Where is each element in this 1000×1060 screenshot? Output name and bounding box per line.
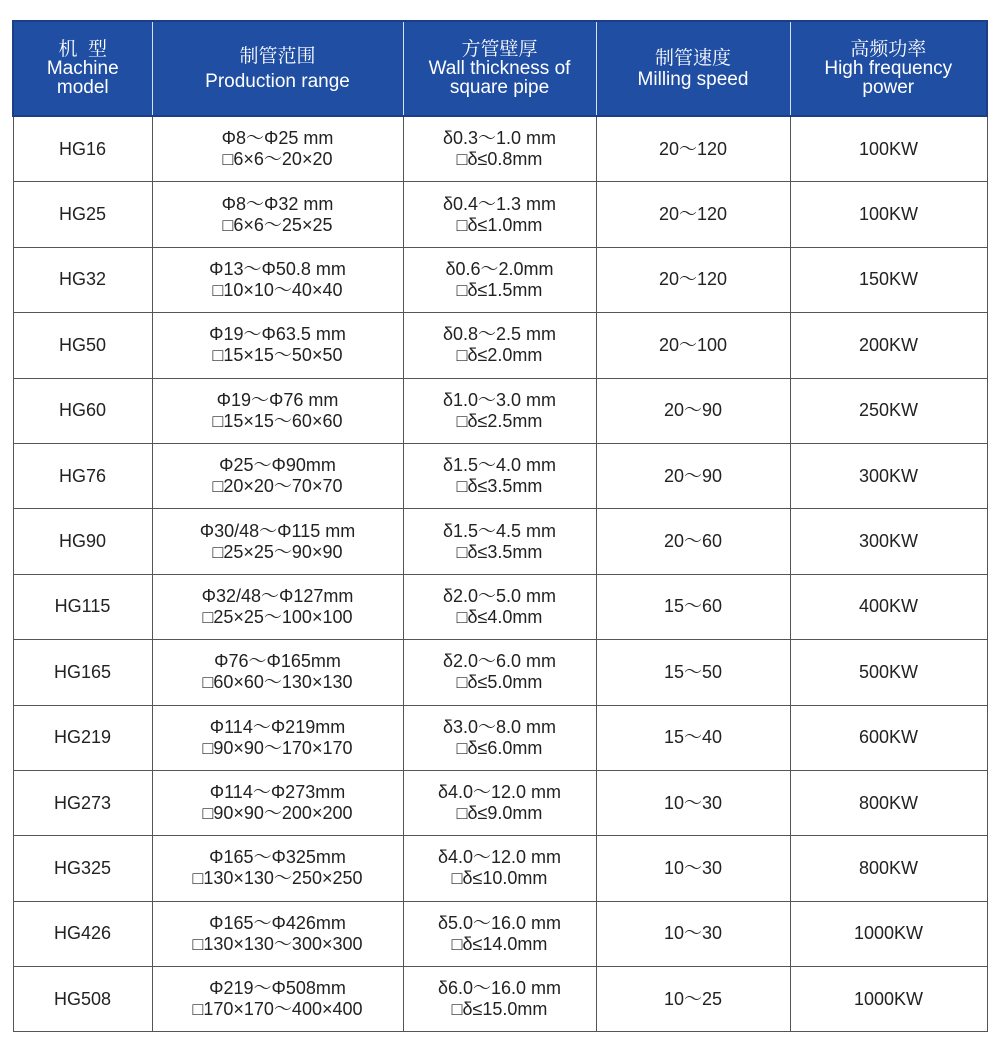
round-wall-thickness: δ2.0～5.0 mm xyxy=(442,585,557,606)
wall-thickness-cell xyxy=(403,313,596,378)
hf-power-cell: 600KW xyxy=(790,705,987,770)
round-range: Φ19～Φ63.5 mm xyxy=(209,324,346,345)
header-row xyxy=(13,21,987,116)
table-row xyxy=(13,770,987,835)
wall-thickness-cell xyxy=(403,705,596,770)
hf-power-cell: 800KW xyxy=(790,770,987,835)
table-body xyxy=(13,116,987,1032)
milling-speed-cell: 10～30 xyxy=(596,836,790,901)
header-wall-en: Wall thickness of square pipe xyxy=(428,58,571,98)
square-wall-thickness: □δ≤1.5mm xyxy=(456,279,543,300)
milling-speed-cell: 15～40 xyxy=(596,705,790,770)
table-row xyxy=(13,378,987,443)
wall-thickness-cell xyxy=(403,574,596,639)
square-wall-thickness: □δ≤15.0mm xyxy=(451,999,548,1020)
round-range: Φ25～Φ90mm xyxy=(219,455,336,476)
wall-thickness-cell xyxy=(403,901,596,966)
hf-power-cell: 300KW xyxy=(790,509,987,574)
wall-thickness-cell xyxy=(403,378,596,443)
header-range-en: Production range xyxy=(205,70,350,92)
round-range: Φ114～Φ219mm xyxy=(209,716,346,737)
round-range: Φ165～Φ426mm xyxy=(209,912,346,933)
milling-speed-cell: 20～120 xyxy=(596,247,790,312)
hf-power-cell: 100KW xyxy=(790,116,987,182)
header-power-en: High frequency power xyxy=(824,58,953,98)
round-wall-thickness: δ0.6～2.0mm xyxy=(445,258,554,279)
table-row xyxy=(13,836,987,901)
header-model xyxy=(13,21,152,116)
square-wall-thickness: □δ≤3.5mm xyxy=(456,541,543,562)
square-wall-thickness: □δ≤2.5mm xyxy=(456,410,543,431)
hf-power-cell: 150KW xyxy=(790,247,987,312)
square-range: □130×130～300×300 xyxy=(192,933,363,954)
model-cell: HG25 xyxy=(13,182,152,247)
square-range: □25×25～100×100 xyxy=(202,606,353,627)
hf-power-cell: 500KW xyxy=(790,640,987,705)
table-header xyxy=(13,21,987,116)
hf-power-cell: 1000KW xyxy=(790,967,987,1032)
square-range: □170×170～400×400 xyxy=(192,999,363,1020)
square-range: □60×60～130×130 xyxy=(202,672,353,693)
wall-thickness-cell xyxy=(403,967,596,1032)
spec-table-container xyxy=(12,20,986,1032)
model-cell: HG273 xyxy=(13,770,152,835)
round-range: Φ30/48～Φ115 mm xyxy=(199,520,356,541)
round-range: Φ8～Φ32 mm xyxy=(221,193,334,214)
header-speed-zh: 制管速度 xyxy=(654,47,731,69)
round-wall-thickness: δ4.0～12.0 mm xyxy=(437,847,562,868)
hf-power-cell: 300KW xyxy=(790,443,987,508)
milling-speed-cell: 20～100 xyxy=(596,313,790,378)
table-row xyxy=(13,247,987,312)
round-wall-thickness: δ0.8～2.5 mm xyxy=(442,324,557,345)
milling-speed-cell: 10～30 xyxy=(596,901,790,966)
table-row xyxy=(13,901,987,966)
square-wall-thickness: □δ≤5.0mm xyxy=(456,672,543,693)
model-cell: HG115 xyxy=(13,574,152,639)
model-cell: HG219 xyxy=(13,705,152,770)
production-range-cell xyxy=(152,378,403,443)
table-row xyxy=(13,705,987,770)
hf-power-cell: 800KW xyxy=(790,836,987,901)
model-cell: HG426 xyxy=(13,901,152,966)
model-cell: HG508 xyxy=(13,967,152,1032)
wall-thickness-cell xyxy=(403,770,596,835)
milling-speed-cell: 10～30 xyxy=(596,770,790,835)
wall-thickness-cell xyxy=(403,182,596,247)
round-wall-thickness: δ1.0～3.0 mm xyxy=(442,389,557,410)
milling-speed-cell: 20～90 xyxy=(596,443,790,508)
round-range: Φ76～Φ165mm xyxy=(214,651,341,672)
wall-thickness-cell xyxy=(403,640,596,705)
round-range: Φ114～Φ273mm xyxy=(209,782,346,803)
square-range: □6×6～25×25 xyxy=(222,214,333,235)
wall-thickness-cell xyxy=(403,443,596,508)
wall-thickness-cell xyxy=(403,247,596,312)
spec-table xyxy=(12,20,988,1032)
model-cell: HG16 xyxy=(13,116,152,182)
round-range: Φ165～Φ325mm xyxy=(209,847,346,868)
hf-power-cell: 400KW xyxy=(790,574,987,639)
milling-speed-cell: 20～120 xyxy=(596,182,790,247)
square-range: □6×6～20×20 xyxy=(222,149,333,170)
header-model-en: Machine model xyxy=(46,58,119,98)
header-power-zh: 高频功率 xyxy=(850,39,927,60)
square-range: □15×15～60×60 xyxy=(212,410,343,431)
round-range: Φ19～Φ76 mm xyxy=(216,389,339,410)
round-wall-thickness: δ3.0～8.0 mm xyxy=(442,716,557,737)
production-range-cell xyxy=(152,313,403,378)
square-range: □15×15～50×50 xyxy=(212,345,343,366)
header-wall-zh: 方管壁厚 xyxy=(461,39,538,60)
production-range-cell xyxy=(152,705,403,770)
square-wall-thickness: □δ≤14.0mm xyxy=(451,933,548,954)
production-range-cell xyxy=(152,967,403,1032)
square-range: □90×90～170×170 xyxy=(202,737,353,758)
round-wall-thickness: δ1.5～4.0 mm xyxy=(442,455,557,476)
round-wall-thickness: δ1.5～4.5 mm xyxy=(442,520,557,541)
square-wall-thickness: □δ≤2.0mm xyxy=(456,345,543,366)
production-range-cell xyxy=(152,182,403,247)
hf-power-cell: 250KW xyxy=(790,378,987,443)
production-range-cell xyxy=(152,443,403,508)
header-speed-en: Milling speed xyxy=(637,68,749,90)
round-wall-thickness: δ0.4～1.3 mm xyxy=(442,193,557,214)
production-range-cell xyxy=(152,509,403,574)
table-row xyxy=(13,182,987,247)
square-range: □90×90～200×200 xyxy=(202,803,353,824)
round-wall-thickness: δ4.0～12.0 mm xyxy=(437,782,562,803)
square-wall-thickness: □δ≤9.0mm xyxy=(456,803,543,824)
model-cell: HG60 xyxy=(13,378,152,443)
production-range-cell xyxy=(152,640,403,705)
production-range-cell xyxy=(152,247,403,312)
header-range xyxy=(152,21,403,116)
model-cell: HG165 xyxy=(13,640,152,705)
table-row xyxy=(13,509,987,574)
production-range-cell xyxy=(152,901,403,966)
milling-speed-cell: 15～50 xyxy=(596,640,790,705)
wall-thickness-cell xyxy=(403,116,596,182)
round-wall-thickness: δ2.0～6.0 mm xyxy=(442,651,557,672)
hf-power-cell: 200KW xyxy=(790,313,987,378)
table-row xyxy=(13,313,987,378)
table-row xyxy=(13,116,987,182)
square-wall-thickness: □δ≤6.0mm xyxy=(456,737,543,758)
square-range: □25×25～90×90 xyxy=(212,541,343,562)
hf-power-cell: 100KW xyxy=(790,182,987,247)
production-range-cell xyxy=(152,836,403,901)
wall-thickness-cell xyxy=(403,836,596,901)
production-range-cell xyxy=(152,116,403,182)
header-speed xyxy=(596,21,790,116)
model-cell: HG32 xyxy=(13,247,152,312)
milling-speed-cell: 10～25 xyxy=(596,967,790,1032)
table-row xyxy=(13,443,987,508)
header-wall xyxy=(403,21,596,116)
milling-speed-cell: 20～60 xyxy=(596,509,790,574)
square-wall-thickness: □δ≤4.0mm xyxy=(456,606,543,627)
wall-thickness-cell xyxy=(403,509,596,574)
round-wall-thickness: δ6.0～16.0 mm xyxy=(437,978,562,999)
square-range: □20×20～70×70 xyxy=(212,476,343,497)
round-wall-thickness: δ5.0～16.0 mm xyxy=(437,912,562,933)
square-range: □10×10～40×40 xyxy=(212,279,343,300)
milling-speed-cell: 20～90 xyxy=(596,378,790,443)
model-cell: HG76 xyxy=(13,443,152,508)
milling-speed-cell: 15～60 xyxy=(596,574,790,639)
round-range: Φ13～Φ50.8 mm xyxy=(209,258,346,279)
production-range-cell xyxy=(152,770,403,835)
square-range: □130×130～250×250 xyxy=(192,868,363,889)
square-wall-thickness: □δ≤3.5mm xyxy=(456,476,543,497)
round-range: Φ32/48～Φ127mm xyxy=(201,585,354,606)
header-model-zh: 机 型 xyxy=(58,39,108,60)
header-power xyxy=(790,21,987,116)
table-row xyxy=(13,967,987,1032)
header-range-zh: 制管范围 xyxy=(239,45,316,67)
round-wall-thickness: δ0.3～1.0 mm xyxy=(442,128,557,149)
model-cell: HG90 xyxy=(13,509,152,574)
square-wall-thickness: □δ≤0.8mm xyxy=(456,149,543,170)
model-cell: HG325 xyxy=(13,836,152,901)
square-wall-thickness: □δ≤10.0mm xyxy=(451,868,548,889)
milling-speed-cell: 20～120 xyxy=(596,116,790,182)
round-range: Φ219～Φ508mm xyxy=(209,978,346,999)
table-row xyxy=(13,640,987,705)
hf-power-cell: 1000KW xyxy=(790,901,987,966)
round-range: Φ8～Φ25 mm xyxy=(221,128,334,149)
production-range-cell xyxy=(152,574,403,639)
square-wall-thickness: □δ≤1.0mm xyxy=(456,214,543,235)
model-cell: HG50 xyxy=(13,313,152,378)
table-row xyxy=(13,574,987,639)
